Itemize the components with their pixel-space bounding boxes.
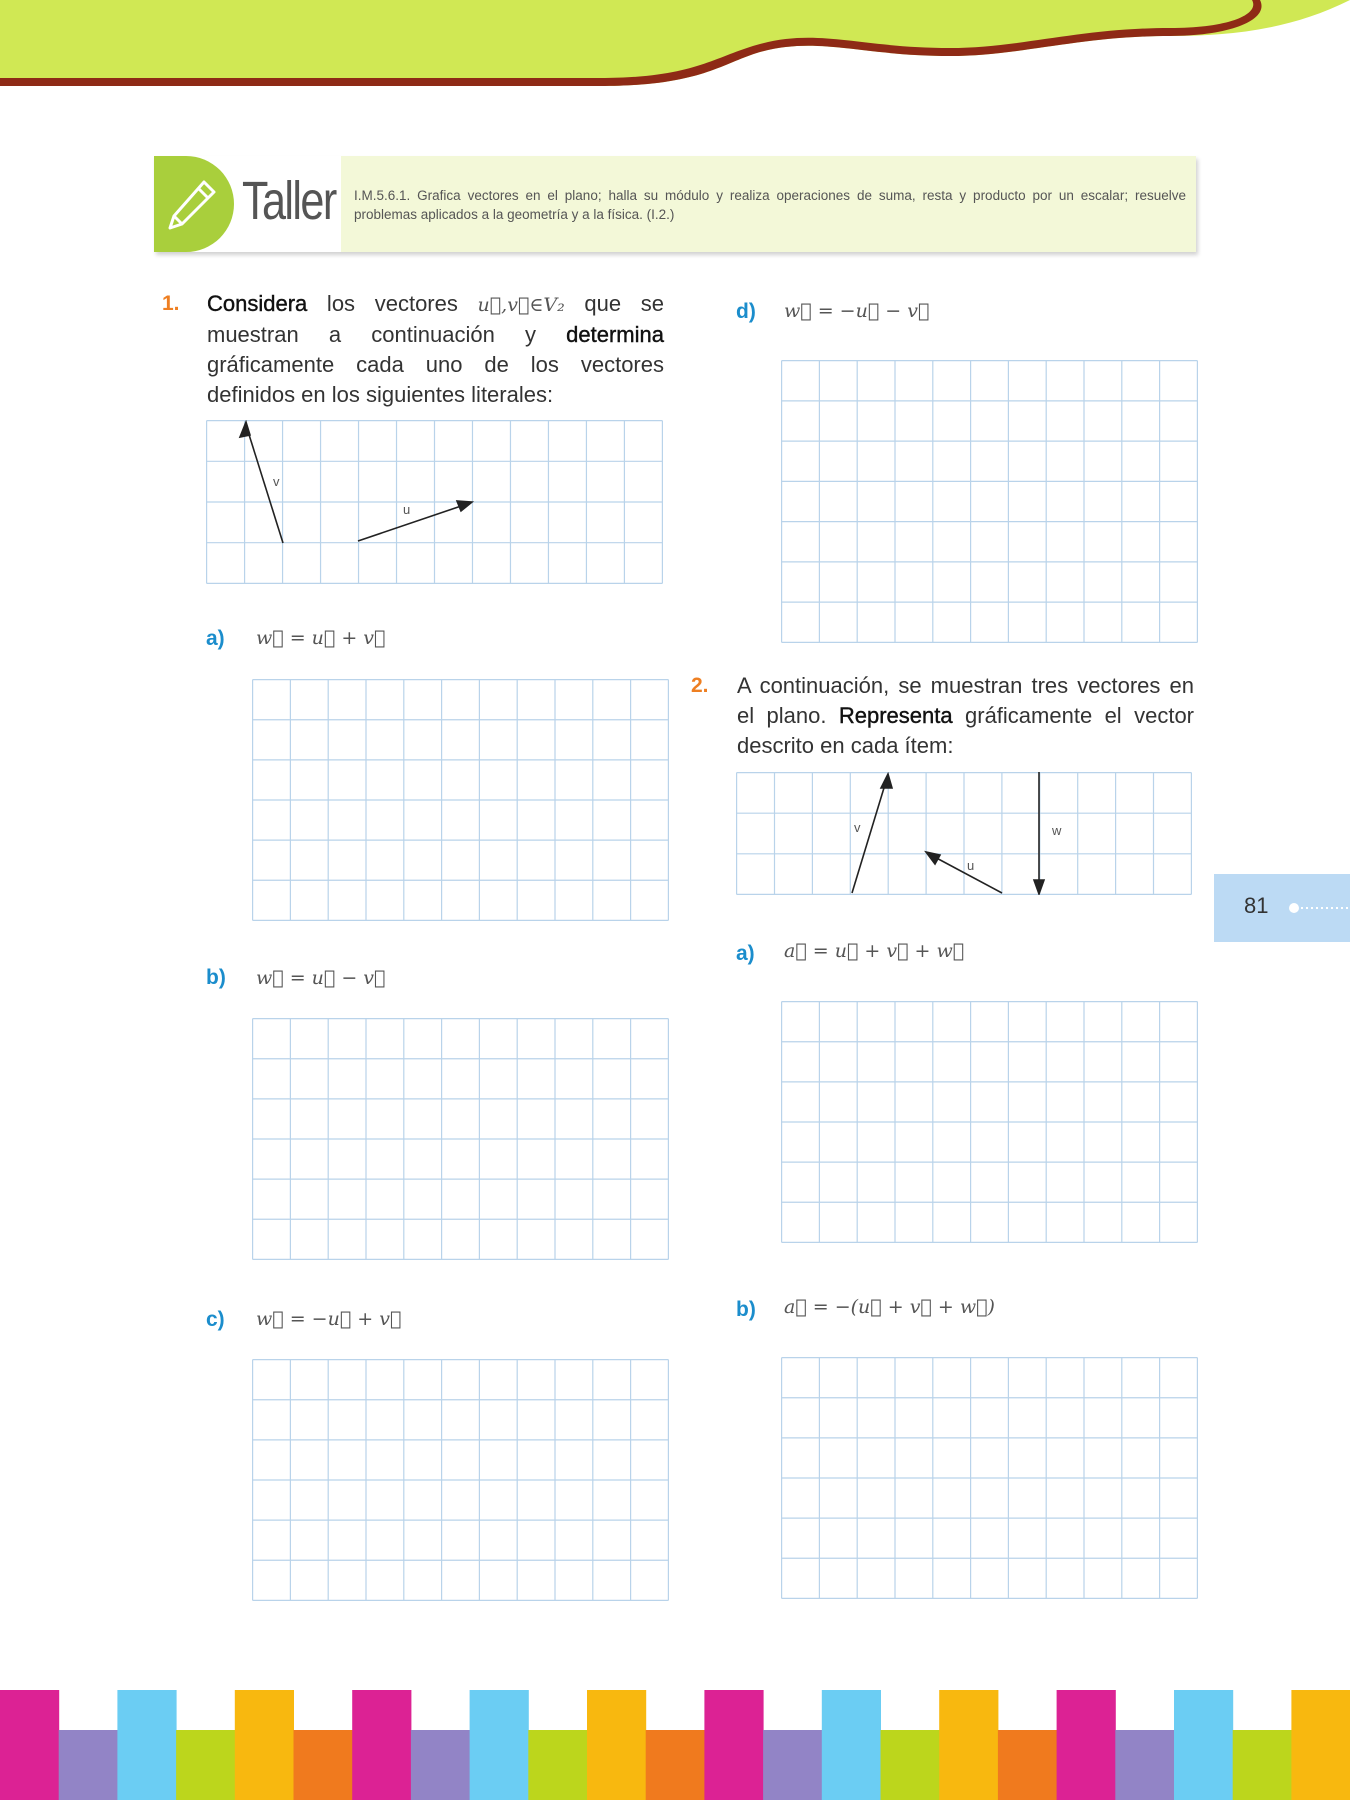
answer-grid-1d[interactable] [781,360,1198,643]
q1-item-b-formula: w⃗ = u⃗ − v⃗ [256,967,386,989]
q2-item-a-label: a) [736,942,755,965]
vector-u [358,503,470,541]
label-v: v [273,474,280,489]
q2-item-a-formula: a⃗ = u⃗ + v⃗ + w⃗ [784,940,965,962]
footer-stripe [352,1690,411,1800]
q1-item-c-label: c) [206,1308,225,1331]
section-title: Taller [242,171,336,231]
q1-item-a-label: a) [206,627,225,650]
footer-stripe [763,1730,822,1800]
q2-item-b-label: b) [736,1298,756,1321]
footer-stripe [646,1730,705,1800]
label-v2: v [854,820,861,835]
q1-item-c-formula: w⃗ = −u⃗ + v⃗ [256,1308,402,1330]
footer-stripe [1233,1730,1292,1800]
objective-box [341,156,1196,252]
page-number: 81 [1244,893,1269,918]
q2-item-b-formula: a⃗ = −(u⃗ + v⃗ + w⃗) [784,1296,995,1318]
q2-diagram [736,772,1192,895]
vector-v-arrowhead [240,422,250,437]
q1-diagram [206,420,663,584]
footer-stripe [822,1690,881,1800]
objective-text: I.M.5.6.1. Grafica vectores en el plano; halla su módulo y realiza operaciones de suma, resta y producto por un escalar; resuelve problemas aplicados a la geometría y a la física. (I.2.) [354,188,1186,222]
footer-stripe [1057,1690,1116,1800]
answer-grid-1c[interactable] [252,1359,669,1601]
footer-stripe [998,1730,1057,1800]
q1-item-d-formula: w⃗ = −u⃗ − v⃗ [784,300,930,322]
answer-grid-2b[interactable] [781,1357,1198,1599]
page-tab-dots [1288,902,1350,914]
q1-item-b-label: b) [206,966,226,989]
footer-stripe [411,1730,470,1800]
vector-v2-arrowhead [881,774,892,788]
footer-stripe [235,1690,294,1800]
footer-stripe [294,1730,353,1800]
vector-u2 [929,854,1002,893]
q1-diagram-grid [207,421,663,584]
footer-stripe [470,1690,529,1800]
vector-u2-arrowhead [926,852,940,864]
answer-grid-1b[interactable] [252,1018,669,1260]
footer-stripe [59,1730,118,1800]
vector-v2 [852,778,887,893]
pencil-icon [164,176,220,232]
label-u2: u [967,858,975,873]
taller-banner [154,156,1196,252]
footer-stripes [0,1690,1350,1800]
footer-stripe [1174,1690,1233,1800]
footer-stripe [117,1690,176,1800]
page-tab [1214,874,1350,942]
q2-text: A continuación, se muestran tres vectores en el plano. Representa gráficamente el vector descrito en cada ítem: [737,673,1194,758]
footer-stripe [1115,1730,1174,1800]
footer-stripe [1291,1690,1350,1800]
label-w2: w [1052,823,1062,838]
footer-stripe [0,1690,59,1800]
q1-number: 1. [162,292,180,315]
vector-w2-arrowhead [1034,880,1044,894]
q1-text: Considera los vectores u⃗,v⃗∈V₂ que se muestran a continuación y determina gráficamente cada uno de los vectores definidos en los siguientes literales: [207,291,665,407]
footer-stripe [939,1690,998,1800]
q1-item-a-formula: w⃗ = u⃗ + v⃗ [256,627,386,649]
label-u: u [403,502,411,517]
answer-grid-2a[interactable] [781,1001,1198,1243]
footer-stripe [176,1730,235,1800]
answer-grid-1a[interactable] [252,679,669,921]
footer-stripe [528,1730,587,1800]
footer-stripe [881,1730,940,1800]
header-wave [0,0,1350,100]
footer-stripe [587,1690,646,1800]
q1-item-d-label: d) [736,300,756,323]
vector-u-arrowhead [457,501,472,511]
footer-stripe [704,1690,763,1800]
q2-number: 2. [691,674,709,697]
q2-diagram-grid [737,773,1192,895]
